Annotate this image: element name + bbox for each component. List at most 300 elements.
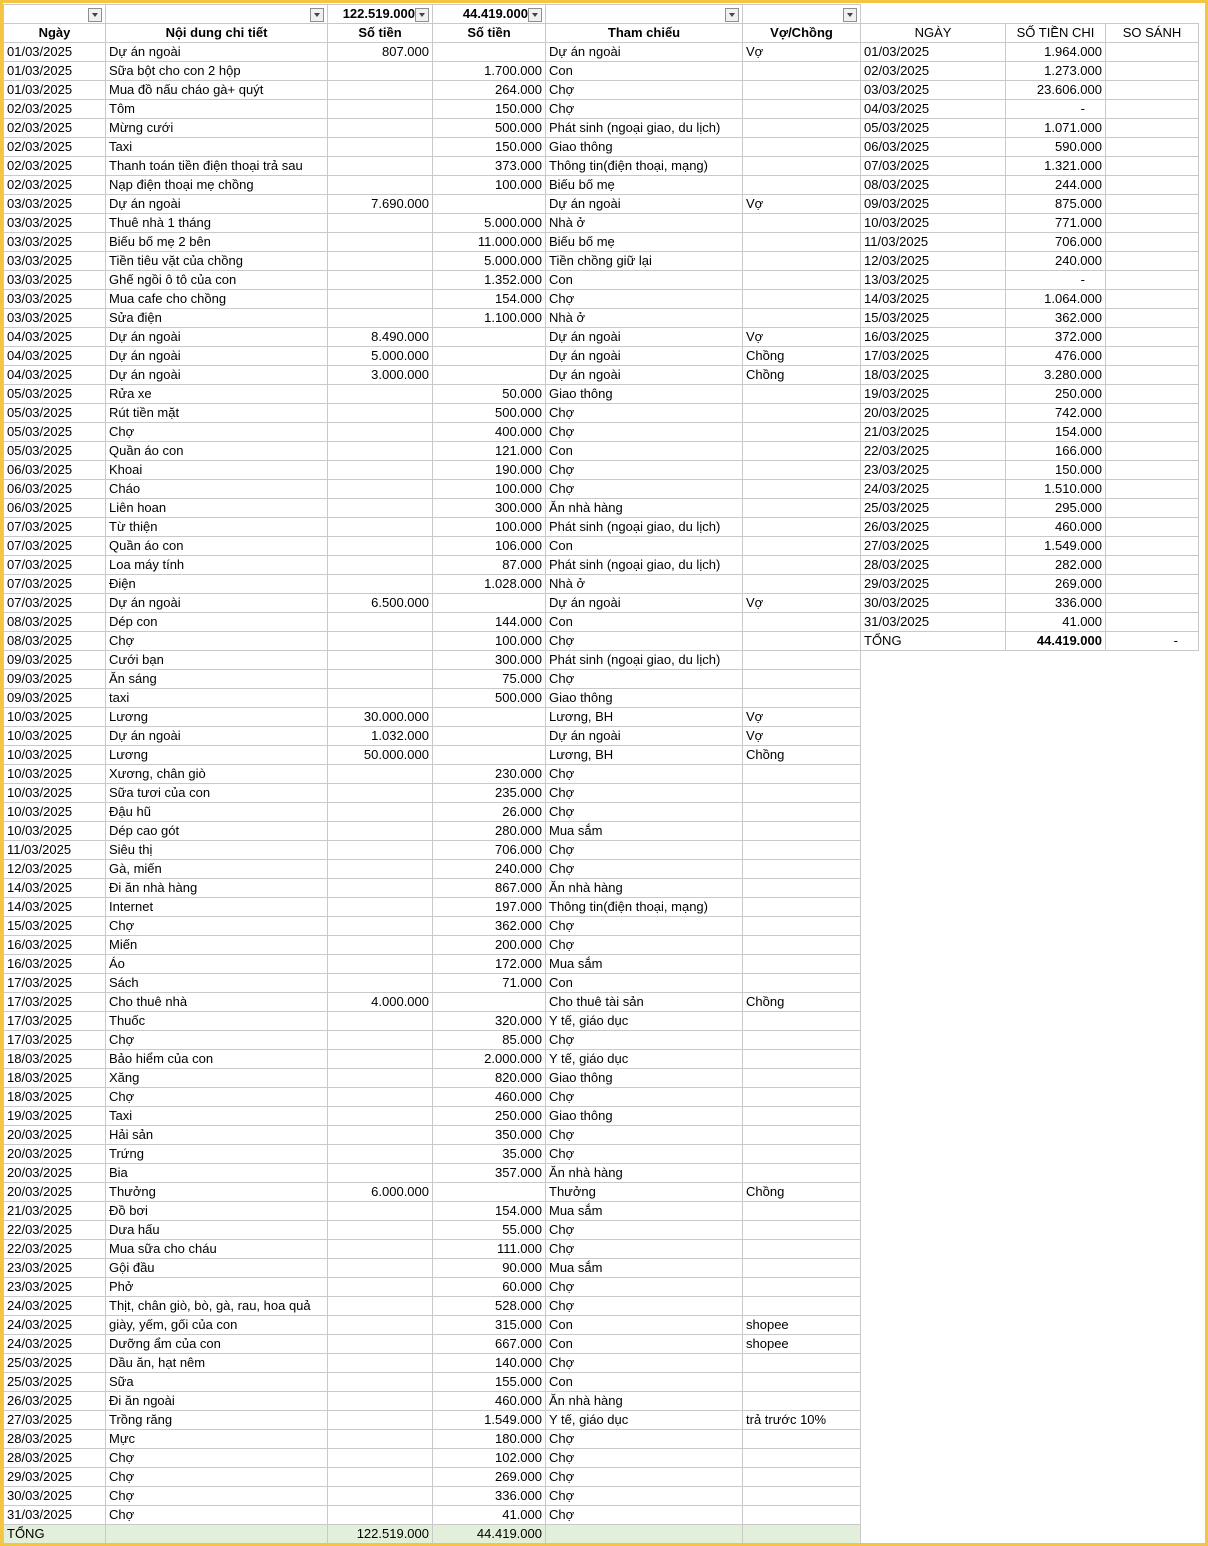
- cell-expense[interactable]: 667.000: [433, 1335, 546, 1354]
- cell-expense[interactable]: 150.000: [433, 138, 546, 157]
- cell-date[interactable]: 20/03/2025: [4, 1164, 106, 1183]
- cell-income[interactable]: [328, 233, 433, 252]
- cell-income[interactable]: 1.032.000: [328, 727, 433, 746]
- cell-description[interactable]: Miến: [106, 936, 328, 955]
- cell-reference[interactable]: Con: [546, 613, 743, 632]
- cell-expense[interactable]: 55.000: [433, 1221, 546, 1240]
- cell-reference[interactable]: Chợ: [546, 480, 743, 499]
- side-cell-amount[interactable]: 1.064.000: [1006, 290, 1106, 309]
- cell-reference[interactable]: Chợ: [546, 1297, 743, 1316]
- cell-income[interactable]: [328, 461, 433, 480]
- cell-date[interactable]: 26/03/2025: [4, 1392, 106, 1411]
- filter-cell-reference[interactable]: [546, 5, 743, 24]
- side-cell-date[interactable]: 16/03/2025: [861, 328, 1006, 347]
- side-total-label[interactable]: TỔNG: [861, 632, 1006, 651]
- cell-date[interactable]: 01/03/2025: [4, 81, 106, 100]
- cell-expense[interactable]: 1.700.000: [433, 62, 546, 81]
- cell-expense[interactable]: 100.000: [433, 518, 546, 537]
- side-cell-date[interactable]: 12/03/2025: [861, 252, 1006, 271]
- cell-income[interactable]: [328, 689, 433, 708]
- cell-reference[interactable]: Chợ: [546, 290, 743, 309]
- cell-spouse[interactable]: [743, 518, 861, 537]
- side-cell-amount[interactable]: 150.000: [1006, 461, 1106, 480]
- cell-description[interactable]: Chợ: [106, 632, 328, 651]
- cell-description[interactable]: giày, yếm, gối của con: [106, 1316, 328, 1335]
- side-cell-amount[interactable]: 166.000: [1006, 442, 1106, 461]
- side-total-amount[interactable]: 44.419.000: [1006, 632, 1106, 651]
- cell-expense[interactable]: 500.000: [433, 119, 546, 138]
- cell-description[interactable]: Nạp điện thoại mẹ chồng: [106, 176, 328, 195]
- cell-spouse[interactable]: Chồng: [743, 1183, 861, 1202]
- cell-spouse[interactable]: [743, 689, 861, 708]
- cell-spouse[interactable]: [743, 1088, 861, 1107]
- cell-date[interactable]: 06/03/2025: [4, 461, 106, 480]
- cell-date[interactable]: 28/03/2025: [4, 1449, 106, 1468]
- cell-expense[interactable]: 235.000: [433, 784, 546, 803]
- cell-spouse[interactable]: [743, 1202, 861, 1221]
- cell-description[interactable]: Mừng cưới: [106, 119, 328, 138]
- cell-expense[interactable]: 867.000: [433, 879, 546, 898]
- cell-expense[interactable]: 85.000: [433, 1031, 546, 1050]
- cell-reference[interactable]: Giao thông: [546, 689, 743, 708]
- side-cell-compare[interactable]: [1106, 404, 1199, 423]
- cell-date[interactable]: 03/03/2025: [4, 214, 106, 233]
- cell-reference[interactable]: Chợ: [546, 81, 743, 100]
- side-cell-compare[interactable]: [1106, 43, 1199, 62]
- side-cell-compare[interactable]: [1106, 328, 1199, 347]
- filter-cell-date[interactable]: [4, 5, 106, 24]
- side-cell-date[interactable]: 29/03/2025: [861, 575, 1006, 594]
- cell-income[interactable]: [328, 575, 433, 594]
- cell-date[interactable]: 20/03/2025: [4, 1126, 106, 1145]
- side-cell-amount[interactable]: 336.000: [1006, 594, 1106, 613]
- side-cell-compare[interactable]: [1106, 480, 1199, 499]
- cell-expense[interactable]: [433, 708, 546, 727]
- cell-description[interactable]: Quần áo con: [106, 537, 328, 556]
- cell-reference[interactable]: Cho thuê tài sản: [546, 993, 743, 1012]
- cell-reference[interactable]: Giao thông: [546, 1069, 743, 1088]
- total-blank[interactable]: [546, 1525, 743, 1544]
- side-cell-date[interactable]: 26/03/2025: [861, 518, 1006, 537]
- cell-spouse[interactable]: Chồng: [743, 347, 861, 366]
- cell-reference[interactable]: Mua sắm: [546, 1202, 743, 1221]
- cell-date[interactable]: 24/03/2025: [4, 1335, 106, 1354]
- cell-expense[interactable]: 250.000: [433, 1107, 546, 1126]
- cell-income[interactable]: [328, 879, 433, 898]
- cell-spouse[interactable]: [743, 613, 861, 632]
- cell-expense[interactable]: 197.000: [433, 898, 546, 917]
- cell-date[interactable]: 10/03/2025: [4, 822, 106, 841]
- cell-expense[interactable]: 121.000: [433, 442, 546, 461]
- cell-spouse[interactable]: [743, 556, 861, 575]
- cell-date[interactable]: 03/03/2025: [4, 309, 106, 328]
- cell-reference[interactable]: Lương, BH: [546, 708, 743, 727]
- side-cell-amount[interactable]: 295.000: [1006, 499, 1106, 518]
- cell-description[interactable]: Bảo hiểm của con: [106, 1050, 328, 1069]
- side-cell-compare[interactable]: [1106, 233, 1199, 252]
- cell-income[interactable]: [328, 556, 433, 575]
- cell-spouse[interactable]: [743, 461, 861, 480]
- side-cell-amount[interactable]: 154.000: [1006, 423, 1106, 442]
- cell-expense[interactable]: [433, 594, 546, 613]
- cell-date[interactable]: 12/03/2025: [4, 860, 106, 879]
- cell-date[interactable]: 17/03/2025: [4, 1031, 106, 1050]
- cell-expense[interactable]: 1.549.000: [433, 1411, 546, 1430]
- side-cell-date[interactable]: 03/03/2025: [861, 81, 1006, 100]
- cell-expense[interactable]: 1.100.000: [433, 309, 546, 328]
- cell-date[interactable]: 17/03/2025: [4, 1012, 106, 1031]
- cell-description[interactable]: Rửa xe: [106, 385, 328, 404]
- cell-income[interactable]: 50.000.000: [328, 746, 433, 765]
- side-cell-date[interactable]: 09/03/2025: [861, 195, 1006, 214]
- cell-reference[interactable]: Nhà ở: [546, 309, 743, 328]
- cell-expense[interactable]: 100.000: [433, 632, 546, 651]
- cell-income[interactable]: [328, 442, 433, 461]
- cell-reference[interactable]: Dự án ngoài: [546, 347, 743, 366]
- cell-description[interactable]: Trứng: [106, 1145, 328, 1164]
- cell-income[interactable]: 5.000.000: [328, 347, 433, 366]
- cell-income[interactable]: [328, 841, 433, 860]
- cell-expense[interactable]: 155.000: [433, 1373, 546, 1392]
- cell-reference[interactable]: Phát sinh (ngoại giao, du lịch): [546, 119, 743, 138]
- cell-expense[interactable]: 336.000: [433, 1487, 546, 1506]
- cell-reference[interactable]: Chợ: [546, 1430, 743, 1449]
- cell-date[interactable]: 01/03/2025: [4, 43, 106, 62]
- cell-income[interactable]: [328, 480, 433, 499]
- cell-expense[interactable]: 150.000: [433, 100, 546, 119]
- cell-reference[interactable]: Giao thông: [546, 385, 743, 404]
- cell-date[interactable]: 29/03/2025: [4, 1468, 106, 1487]
- cell-expense[interactable]: 269.000: [433, 1468, 546, 1487]
- side-cell-amount[interactable]: 590.000: [1006, 138, 1106, 157]
- cell-date[interactable]: 16/03/2025: [4, 936, 106, 955]
- cell-reference[interactable]: Y tế, giáo dục: [546, 1012, 743, 1031]
- cell-spouse[interactable]: [743, 537, 861, 556]
- cell-expense[interactable]: 71.000: [433, 974, 546, 993]
- side-cell-amount[interactable]: 3.280.000: [1006, 366, 1106, 385]
- cell-reference[interactable]: Lương, BH: [546, 746, 743, 765]
- side-cell-compare[interactable]: [1106, 271, 1199, 290]
- cell-spouse[interactable]: [743, 1164, 861, 1183]
- side-cell-amount[interactable]: 269.000: [1006, 575, 1106, 594]
- cell-description[interactable]: Dự án ngoài: [106, 195, 328, 214]
- cell-expense[interactable]: 320.000: [433, 1012, 546, 1031]
- cell-expense[interactable]: 1.352.000: [433, 271, 546, 290]
- cell-date[interactable]: 14/03/2025: [4, 879, 106, 898]
- cell-income[interactable]: [328, 423, 433, 442]
- cell-income[interactable]: [328, 385, 433, 404]
- cell-reference[interactable]: Dự án ngoài: [546, 195, 743, 214]
- cell-income[interactable]: [328, 176, 433, 195]
- side-cell-compare[interactable]: [1106, 252, 1199, 271]
- cell-expense[interactable]: 35.000: [433, 1145, 546, 1164]
- cell-reference[interactable]: Chợ: [546, 1278, 743, 1297]
- cell-reference[interactable]: Thông tin(điện thoại, mạng): [546, 157, 743, 176]
- side-cell-date[interactable]: 14/03/2025: [861, 290, 1006, 309]
- total-expense[interactable]: 44.419.000: [433, 1525, 546, 1544]
- cell-description[interactable]: Sữa tươi của con: [106, 784, 328, 803]
- side-cell-date[interactable]: 30/03/2025: [861, 594, 1006, 613]
- cell-reference[interactable]: Con: [546, 1316, 743, 1335]
- cell-expense[interactable]: 200.000: [433, 936, 546, 955]
- header-reference[interactable]: Tham chiếu: [546, 24, 743, 43]
- cell-income[interactable]: [328, 1145, 433, 1164]
- cell-spouse[interactable]: Vợ: [743, 43, 861, 62]
- side-header-date[interactable]: NGÀY: [861, 24, 1006, 43]
- cell-expense[interactable]: 11.000.000: [433, 233, 546, 252]
- side-cell-amount[interactable]: 1.510.000: [1006, 480, 1106, 499]
- cell-description[interactable]: Taxi: [106, 1107, 328, 1126]
- cell-expense[interactable]: [433, 746, 546, 765]
- cell-income[interactable]: 7.690.000: [328, 195, 433, 214]
- cell-income[interactable]: [328, 974, 433, 993]
- cell-reference[interactable]: Chợ: [546, 1240, 743, 1259]
- cell-income[interactable]: [328, 290, 433, 309]
- cell-spouse[interactable]: [743, 936, 861, 955]
- cell-expense[interactable]: 362.000: [433, 917, 546, 936]
- cell-spouse[interactable]: [743, 480, 861, 499]
- cell-description[interactable]: Rút tiền mặt: [106, 404, 328, 423]
- cell-reference[interactable]: Chợ: [546, 917, 743, 936]
- cell-expense[interactable]: 106.000: [433, 537, 546, 556]
- cell-income[interactable]: [328, 1107, 433, 1126]
- side-cell-compare[interactable]: [1106, 442, 1199, 461]
- cell-income[interactable]: [328, 1373, 433, 1392]
- cell-income[interactable]: [328, 252, 433, 271]
- filter-dropdown-icon[interactable]: [843, 8, 857, 22]
- cell-description[interactable]: Internet: [106, 898, 328, 917]
- cell-spouse[interactable]: [743, 1069, 861, 1088]
- side-cell-amount[interactable]: 372.000: [1006, 328, 1106, 347]
- cell-spouse[interactable]: [743, 575, 861, 594]
- cell-spouse[interactable]: [743, 309, 861, 328]
- cell-spouse[interactable]: [743, 1278, 861, 1297]
- side-cell-date[interactable]: 07/03/2025: [861, 157, 1006, 176]
- side-cell-date[interactable]: 23/03/2025: [861, 461, 1006, 480]
- cell-income[interactable]: [328, 1069, 433, 1088]
- cell-description[interactable]: Bia: [106, 1164, 328, 1183]
- cell-spouse[interactable]: [743, 385, 861, 404]
- cell-date[interactable]: 08/03/2025: [4, 613, 106, 632]
- cell-description[interactable]: Dự án ngoài: [106, 727, 328, 746]
- cell-spouse[interactable]: [743, 214, 861, 233]
- cell-reference[interactable]: Chợ: [546, 632, 743, 651]
- cell-spouse[interactable]: Vợ: [743, 727, 861, 746]
- filter-cell-income[interactable]: [328, 5, 433, 24]
- cell-description[interactable]: Điện: [106, 575, 328, 594]
- cell-description[interactable]: Dự án ngoài: [106, 594, 328, 613]
- cell-spouse[interactable]: Vợ: [743, 195, 861, 214]
- cell-date[interactable]: 16/03/2025: [4, 955, 106, 974]
- cell-reference[interactable]: Phát sinh (ngoại giao, du lịch): [546, 556, 743, 575]
- side-cell-amount[interactable]: 476.000: [1006, 347, 1106, 366]
- cell-description[interactable]: Chợ: [106, 1088, 328, 1107]
- cell-income[interactable]: [328, 1202, 433, 1221]
- cell-income[interactable]: [328, 537, 433, 556]
- cell-expense[interactable]: [433, 347, 546, 366]
- cell-reference[interactable]: Ăn nhà hàng: [546, 879, 743, 898]
- side-cell-amount[interactable]: 1.321.000: [1006, 157, 1106, 176]
- cell-date[interactable]: 05/03/2025: [4, 385, 106, 404]
- cell-expense[interactable]: 75.000: [433, 670, 546, 689]
- cell-income[interactable]: [328, 138, 433, 157]
- cell-spouse[interactable]: [743, 62, 861, 81]
- cell-spouse[interactable]: [743, 1126, 861, 1145]
- cell-description[interactable]: Dự án ngoài: [106, 347, 328, 366]
- cell-income[interactable]: [328, 1468, 433, 1487]
- cell-spouse[interactable]: Vợ: [743, 594, 861, 613]
- side-cell-compare[interactable]: [1106, 62, 1199, 81]
- cell-date[interactable]: 17/03/2025: [4, 974, 106, 993]
- cell-description[interactable]: Biếu bố mẹ 2 bên: [106, 233, 328, 252]
- cell-description[interactable]: Đi ăn nhà hàng: [106, 879, 328, 898]
- cell-date[interactable]: 22/03/2025: [4, 1221, 106, 1240]
- cell-spouse[interactable]: trả trước 10%: [743, 1411, 861, 1430]
- cell-expense[interactable]: [433, 993, 546, 1012]
- side-cell-amount[interactable]: 1.964.000: [1006, 43, 1106, 62]
- cell-expense[interactable]: 460.000: [433, 1088, 546, 1107]
- cell-income[interactable]: [328, 1316, 433, 1335]
- cell-spouse[interactable]: [743, 765, 861, 784]
- cell-reference[interactable]: Nhà ở: [546, 214, 743, 233]
- cell-spouse[interactable]: [743, 841, 861, 860]
- cell-spouse[interactable]: Vợ: [743, 708, 861, 727]
- filter-dropdown-icon[interactable]: [725, 8, 739, 22]
- cell-date[interactable]: 02/03/2025: [4, 138, 106, 157]
- cell-description[interactable]: Dự án ngoài: [106, 43, 328, 62]
- cell-spouse[interactable]: [743, 1392, 861, 1411]
- cell-expense[interactable]: 111.000: [433, 1240, 546, 1259]
- side-cell-compare[interactable]: [1106, 537, 1199, 556]
- side-cell-date[interactable]: 18/03/2025: [861, 366, 1006, 385]
- filter-dropdown-icon[interactable]: [310, 8, 324, 22]
- cell-date[interactable]: 15/03/2025: [4, 917, 106, 936]
- cell-reference[interactable]: Chợ: [546, 936, 743, 955]
- side-cell-compare[interactable]: [1106, 347, 1199, 366]
- cell-spouse[interactable]: [743, 81, 861, 100]
- cell-spouse[interactable]: [743, 1468, 861, 1487]
- side-cell-compare[interactable]: [1106, 100, 1199, 119]
- cell-date[interactable]: 01/03/2025: [4, 62, 106, 81]
- cell-spouse[interactable]: shopee: [743, 1335, 861, 1354]
- side-cell-amount[interactable]: 1.273.000: [1006, 62, 1106, 81]
- cell-income[interactable]: [328, 1031, 433, 1050]
- cell-description[interactable]: Hải sản: [106, 1126, 328, 1145]
- cell-date[interactable]: 30/03/2025: [4, 1487, 106, 1506]
- cell-description[interactable]: Lương: [106, 746, 328, 765]
- filter-cell-expense[interactable]: [433, 5, 546, 24]
- filter-dropdown-icon[interactable]: [528, 8, 542, 22]
- cell-description[interactable]: Chợ: [106, 1506, 328, 1525]
- side-cell-compare[interactable]: [1106, 81, 1199, 100]
- cell-date[interactable]: 02/03/2025: [4, 119, 106, 138]
- cell-reference[interactable]: Dự án ngoài: [546, 366, 743, 385]
- total-blank[interactable]: [743, 1525, 861, 1544]
- cell-expense[interactable]: 820.000: [433, 1069, 546, 1088]
- cell-spouse[interactable]: [743, 1373, 861, 1392]
- cell-date[interactable]: 23/03/2025: [4, 1278, 106, 1297]
- cell-date[interactable]: 10/03/2025: [4, 765, 106, 784]
- cell-reference[interactable]: Dự án ngoài: [546, 328, 743, 347]
- cell-spouse[interactable]: [743, 1506, 861, 1525]
- cell-income[interactable]: [328, 1259, 433, 1278]
- cell-spouse[interactable]: [743, 138, 861, 157]
- cell-expense[interactable]: 350.000: [433, 1126, 546, 1145]
- cell-spouse[interactable]: [743, 670, 861, 689]
- cell-spouse[interactable]: shopee: [743, 1316, 861, 1335]
- cell-spouse[interactable]: [743, 1449, 861, 1468]
- cell-spouse[interactable]: Chồng: [743, 993, 861, 1012]
- cell-spouse[interactable]: [743, 100, 861, 119]
- cell-income[interactable]: [328, 613, 433, 632]
- cell-reference[interactable]: Biếu bố mẹ: [546, 233, 743, 252]
- cell-income[interactable]: [328, 1430, 433, 1449]
- side-cell-date[interactable]: 01/03/2025: [861, 43, 1006, 62]
- side-cell-compare[interactable]: [1106, 290, 1199, 309]
- cell-date[interactable]: 08/03/2025: [4, 632, 106, 651]
- cell-spouse[interactable]: [743, 1297, 861, 1316]
- cell-income[interactable]: 3.000.000: [328, 366, 433, 385]
- cell-income[interactable]: [328, 1335, 433, 1354]
- cell-income[interactable]: [328, 1506, 433, 1525]
- cell-reference[interactable]: Chợ: [546, 803, 743, 822]
- cell-income[interactable]: [328, 1297, 433, 1316]
- cell-spouse[interactable]: [743, 1145, 861, 1164]
- side-cell-amount[interactable]: 240.000: [1006, 252, 1106, 271]
- cell-date[interactable]: 25/03/2025: [4, 1354, 106, 1373]
- cell-spouse[interactable]: [743, 651, 861, 670]
- cell-date[interactable]: 06/03/2025: [4, 499, 106, 518]
- cell-reference[interactable]: Giao thông: [546, 138, 743, 157]
- cell-spouse[interactable]: [743, 176, 861, 195]
- cell-date[interactable]: 20/03/2025: [4, 1183, 106, 1202]
- cell-reference[interactable]: Con: [546, 1335, 743, 1354]
- total-label[interactable]: TỔNG: [4, 1525, 106, 1544]
- cell-reference[interactable]: Chợ: [546, 404, 743, 423]
- cell-spouse[interactable]: [743, 119, 861, 138]
- side-cell-amount[interactable]: 1.071.000: [1006, 119, 1106, 138]
- cell-expense[interactable]: [433, 43, 546, 62]
- cell-description[interactable]: Mua sữa cho cháu: [106, 1240, 328, 1259]
- cell-description[interactable]: Thuốc: [106, 1012, 328, 1031]
- cell-income[interactable]: [328, 119, 433, 138]
- cell-spouse[interactable]: [743, 803, 861, 822]
- side-cell-compare[interactable]: [1106, 309, 1199, 328]
- cell-expense[interactable]: [433, 195, 546, 214]
- cell-description[interactable]: Quần áo con: [106, 442, 328, 461]
- cell-description[interactable]: Thanh toán tiền điện thoại trả sau: [106, 157, 328, 176]
- cell-reference[interactable]: Dự án ngoài: [546, 43, 743, 62]
- cell-income[interactable]: [328, 1449, 433, 1468]
- cell-date[interactable]: 22/03/2025: [4, 1240, 106, 1259]
- cell-reference[interactable]: Phát sinh (ngoại giao, du lịch): [546, 518, 743, 537]
- cell-date[interactable]: 04/03/2025: [4, 347, 106, 366]
- cell-spouse[interactable]: [743, 1430, 861, 1449]
- cell-reference[interactable]: Chợ: [546, 1221, 743, 1240]
- cell-reference[interactable]: Chợ: [546, 1506, 743, 1525]
- filter-dropdown-icon[interactable]: [415, 8, 429, 22]
- cell-income[interactable]: [328, 822, 433, 841]
- cell-expense[interactable]: [433, 366, 546, 385]
- cell-description[interactable]: Dầu ăn, hạt nêm: [106, 1354, 328, 1373]
- cell-date[interactable]: 11/03/2025: [4, 841, 106, 860]
- cell-description[interactable]: Ăn sáng: [106, 670, 328, 689]
- cell-spouse[interactable]: Chồng: [743, 746, 861, 765]
- cell-date[interactable]: 18/03/2025: [4, 1069, 106, 1088]
- side-header-amount[interactable]: SỐ TIỀN CHI: [1006, 24, 1106, 43]
- side-cell-amount[interactable]: 362.000: [1006, 309, 1106, 328]
- cell-description[interactable]: taxi: [106, 689, 328, 708]
